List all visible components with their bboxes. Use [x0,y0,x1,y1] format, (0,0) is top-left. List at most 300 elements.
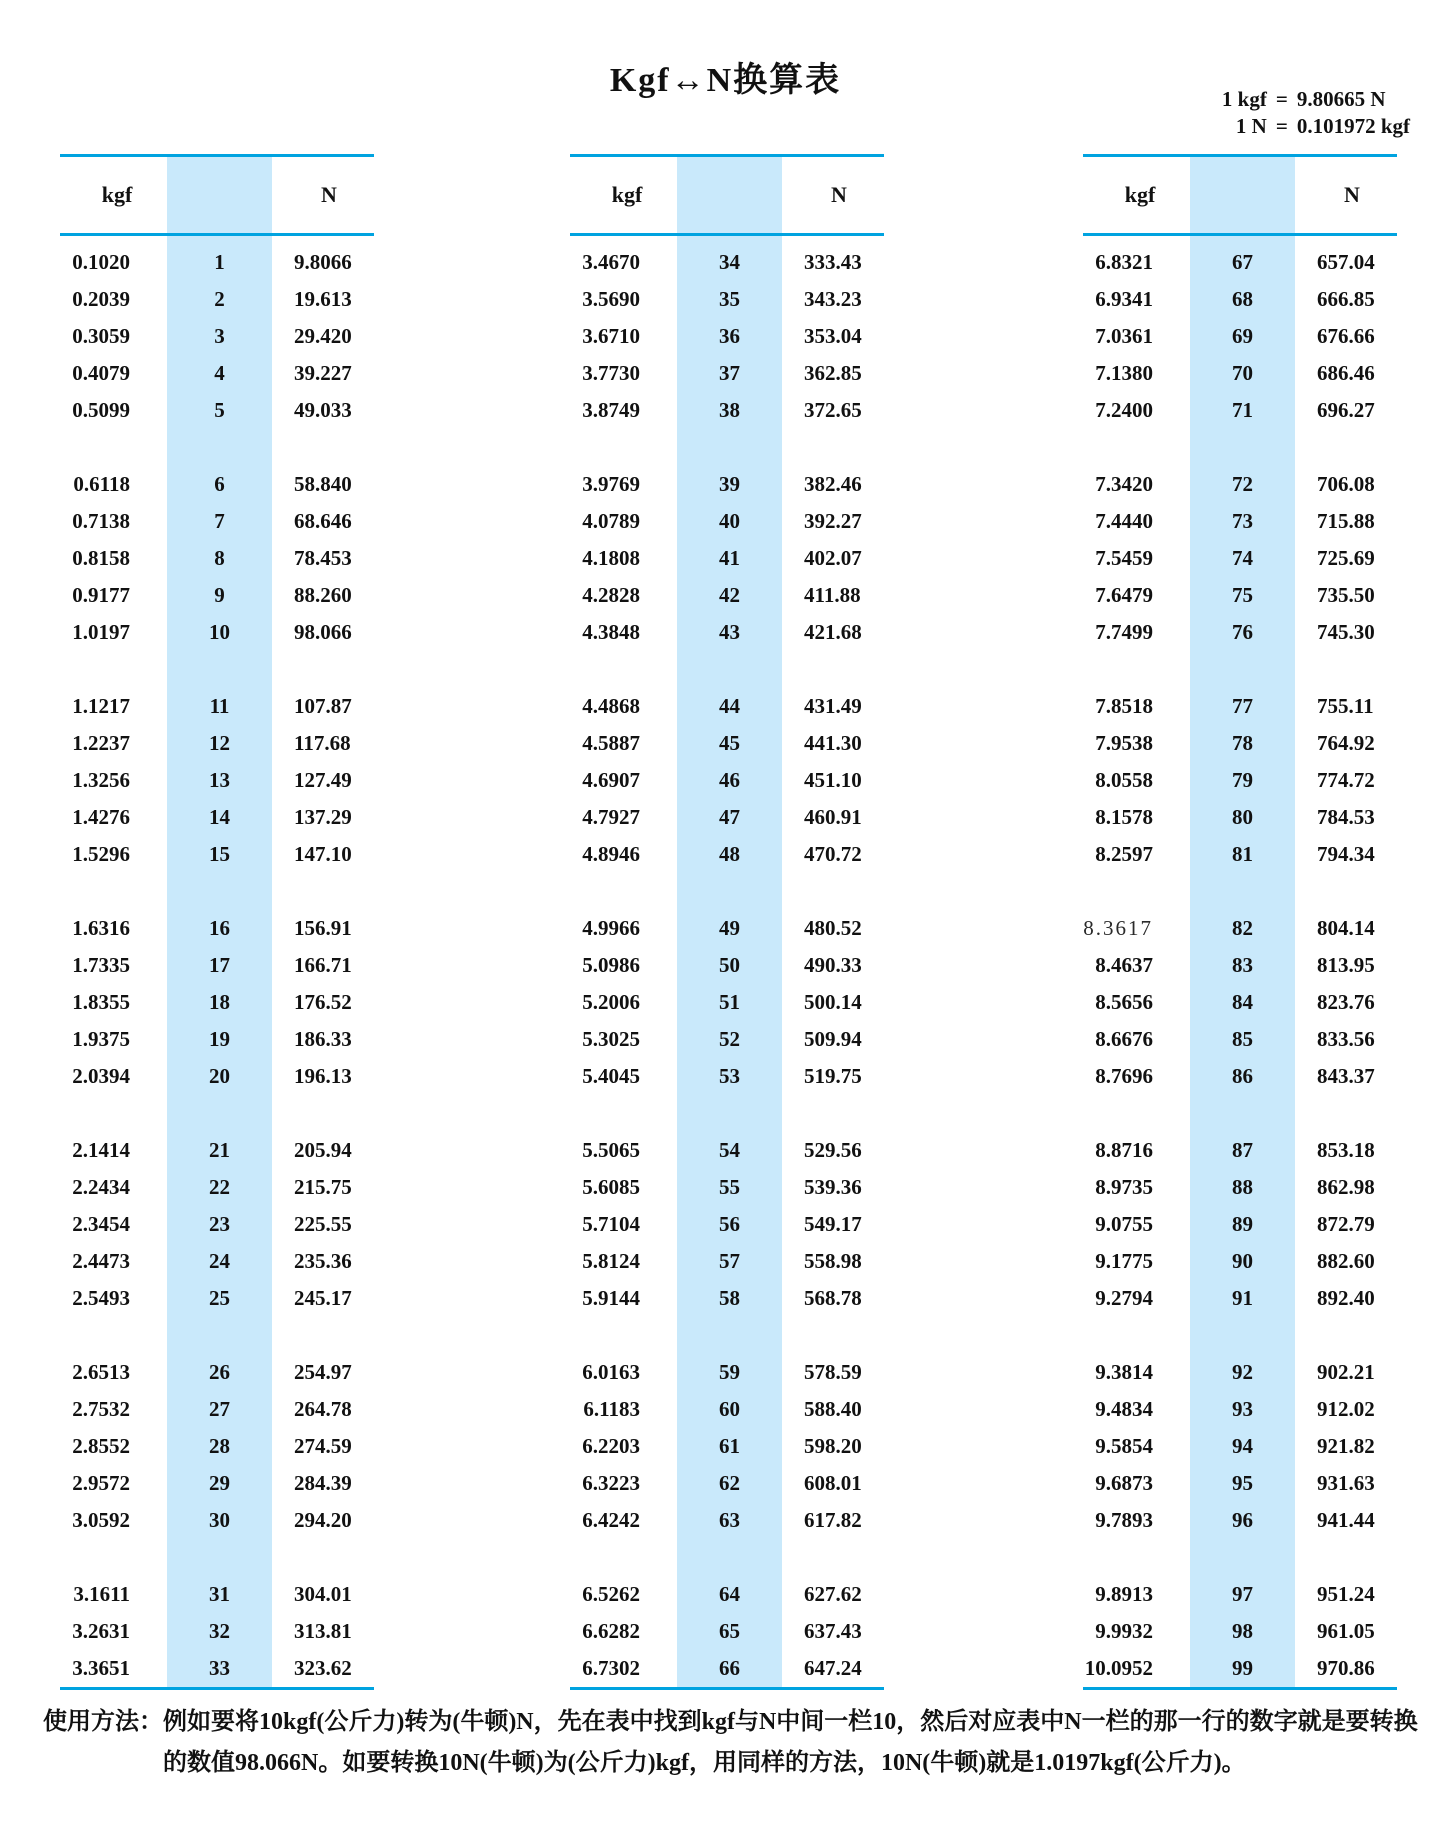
column-header-n: N [321,182,337,207]
table-row [570,984,884,1021]
newton-value: 117.68 [294,731,351,755]
column-header-n: N [831,182,847,207]
newton-value: 264.78 [294,1397,352,1421]
newton-value: 304.01 [294,1582,352,1606]
table-row [1083,1502,1397,1539]
multiplier-value: 50 [719,953,740,977]
kgf-value: 3.8749 [582,398,640,422]
kgf-value: 7.0361 [1095,324,1153,348]
factor-rhs: 0.101972 kgf [1296,114,1410,138]
newton-value: 941.44 [1317,1508,1375,1532]
multiplier-value: 5 [214,398,225,422]
newton-value: 627.62 [804,1582,862,1606]
multiplier-value: 62 [719,1471,740,1495]
table-row [1083,466,1397,503]
kgf-value: 2.0394 [72,1064,130,1088]
multiplier-value: 90 [1232,1249,1253,1273]
usage-line-1 [43,1702,1418,1743]
kgf-value: 3.6710 [582,324,640,348]
multiplier-value: 86 [1232,1064,1253,1088]
multiplier-value: 14 [209,805,230,829]
newton-value: 676.66 [1317,324,1375,348]
table-row [60,392,374,429]
group-gap [60,1539,374,1576]
multiplier-value: 3 [214,324,225,348]
kgf-value: 2.3454 [72,1212,130,1236]
table-row [60,1576,374,1613]
kgf-value: 0.6118 [73,472,130,496]
multiplier-value: 24 [209,1249,230,1273]
newton-value: 98.066 [294,620,352,644]
multiplier-value: 81 [1232,842,1253,866]
newton-value: 313.81 [294,1619,352,1643]
table-row [60,836,374,873]
newton-value: 39.227 [294,361,352,385]
table-row [570,1465,884,1502]
table-row [60,1391,374,1428]
table-row [570,1576,884,1613]
table-row [60,503,374,540]
kgf-value: 1.4276 [72,805,130,829]
group-gap [60,873,374,910]
newton-value: 725.69 [1317,546,1375,570]
kgf-value: 1.5296 [72,842,130,866]
kgf-value: 4.6907 [582,768,640,792]
kgf-value: 8.1578 [1095,805,1153,829]
kgf-value: 7.6479 [1095,583,1153,607]
multiplier-value: 76 [1232,620,1253,644]
multiplier-value: 88 [1232,1175,1253,1199]
newton-value: 382.46 [804,472,862,496]
table-row [1083,1613,1397,1650]
newton-value: 617.82 [804,1508,862,1532]
multiplier-value: 31 [209,1582,230,1606]
kgf-value: 8.8716 [1095,1138,1153,1162]
newton-value: 88.260 [294,583,352,607]
multiplier-value: 66 [719,1656,740,1680]
kgf-value: 9.0755 [1095,1212,1153,1236]
kgf-value: 2.6513 [72,1360,130,1384]
newton-value: 284.39 [294,1471,352,1495]
table-row [570,503,884,540]
multiplier-value: 16 [209,916,230,940]
multiplier-value: 92 [1232,1360,1253,1384]
kgf-value: 1.1217 [72,694,130,718]
table-header [570,157,884,233]
kgf-value: 7.3420 [1095,472,1153,496]
newton-value: 49.033 [294,398,352,422]
newton-value: 686.46 [1317,361,1375,385]
table-row [60,1650,374,1687]
newton-value: 294.20 [294,1508,352,1532]
table-row [570,318,884,355]
newton-value: 323.62 [294,1656,352,1680]
table-row [1083,318,1397,355]
group-gap [60,1095,374,1132]
kgf-value: 7.7499 [1095,620,1153,644]
table-row [570,836,884,873]
table-row [570,577,884,614]
multiplier-value: 52 [719,1027,740,1051]
kgf-value: 1.7335 [72,953,130,977]
multiplier-value: 19 [209,1027,230,1051]
multiplier-value: 95 [1232,1471,1253,1495]
table-row [1083,1354,1397,1391]
group-gap [1083,651,1397,688]
kgf-value: 6.3223 [582,1471,640,1495]
multiplier-value: 40 [719,509,740,533]
kgf-value: 9.1775 [1095,1249,1153,1273]
conversion-factors [1222,86,1410,140]
table-row [570,725,884,762]
kgf-value: 8.9735 [1095,1175,1153,1199]
multiplier-value: 79 [1232,768,1253,792]
multiplier-value: 84 [1232,990,1253,1014]
table-row [60,1169,374,1206]
kgf-value: 7.5459 [1095,546,1153,570]
newton-value: 205.94 [294,1138,352,1162]
newton-value: 333.43 [804,250,862,274]
multiplier-value: 71 [1232,398,1253,422]
newton-value: 598.20 [804,1434,862,1458]
multiplier-value: 35 [719,287,740,311]
newton-value: 755.11 [1317,694,1374,718]
newton-value: 912.02 [1317,1397,1375,1421]
table-row [570,1650,884,1687]
newton-value: 706.08 [1317,472,1375,496]
kgf-value: 6.0163 [582,1360,640,1384]
kgf-value: 6.1183 [583,1397,640,1421]
newton-value: 245.17 [294,1286,352,1310]
multiplier-value: 22 [209,1175,230,1199]
table-row [60,540,374,577]
multiplier-value: 15 [209,842,230,866]
group-gap [570,1317,884,1354]
multiplier-value: 27 [209,1397,230,1421]
kgf-value: 0.7138 [72,509,130,533]
kgf-value: 2.1414 [72,1138,130,1162]
kgf-value: 2.8552 [72,1434,130,1458]
table-row [1083,1206,1397,1243]
kgf-value: 0.3059 [72,324,130,348]
multiplier-value: 55 [719,1175,740,1199]
newton-value: 578.59 [804,1360,862,1384]
kgf-value: 0.8158 [72,546,130,570]
usage-text-2: 的数值98.066N。如要转换10N(牛顿)为(公斤力)kgf，用同样的方法，10N(牛顿)就是1.0197kgf(公斤力)。 [163,1750,1246,1776]
multiplier-value: 47 [719,805,740,829]
multiplier-value: 82 [1232,916,1253,940]
table-row [60,947,374,984]
multiplier-value: 89 [1232,1212,1253,1236]
group-gap [60,651,374,688]
kgf-value: 6.7302 [582,1656,640,1680]
table-row [1083,1058,1397,1095]
table-row [1083,799,1397,836]
multiplier-value: 74 [1232,546,1253,570]
kgf-value: 3.3651 [72,1656,130,1680]
table-row [1083,1576,1397,1613]
table-row [60,355,374,392]
newton-value: 343.23 [804,287,862,311]
kgf-value: 9.6873 [1095,1471,1153,1495]
kgf-value: 6.2203 [582,1434,640,1458]
newton-value: 794.34 [1317,842,1375,866]
kgf-value: 7.1380 [1095,361,1153,385]
conversion-table-3 [1083,154,1397,1690]
newton-value: 539.36 [804,1175,862,1199]
table-row [60,1243,374,1280]
table-row [60,1206,374,1243]
kgf-value: 0.2039 [72,287,130,311]
table-row [60,762,374,799]
group-gap [570,1539,884,1576]
kgf-value: 8.7696 [1095,1064,1153,1088]
multiplier-value: 2 [214,287,225,311]
kgf-value: 5.3025 [582,1027,640,1051]
newton-value: 921.82 [1317,1434,1375,1458]
newton-value: 235.36 [294,1249,352,1273]
multiplier-value: 73 [1232,509,1253,533]
newton-value: 29.420 [294,324,352,348]
table-body [60,236,374,1687]
kgf-value: 3.9769 [582,472,640,496]
table-row [1083,577,1397,614]
newton-value: 58.840 [294,472,352,496]
kgf-value: 7.8518 [1095,694,1153,718]
kgf-value: 8.0558 [1095,768,1153,792]
table-row [570,910,884,947]
multiplier-value: 7 [214,509,225,533]
multiplier-value: 97 [1232,1582,1253,1606]
newton-value: 735.50 [1317,583,1375,607]
kgf-value: 6.9341 [1095,287,1153,311]
kgf-value: 2.5493 [72,1286,130,1310]
multiplier-value: 30 [209,1508,230,1532]
table-row [1083,910,1397,947]
newton-value: 519.75 [804,1064,862,1088]
multiplier-value: 78 [1232,731,1253,755]
table-row [570,614,884,651]
newton-value: 637.43 [804,1619,862,1643]
table-row [570,466,884,503]
newton-value: 451.10 [804,768,862,792]
column-header-kgf: kgf [101,182,133,207]
table-row [570,1021,884,1058]
equals-sign: = [1275,114,1288,138]
multiplier-value: 91 [1232,1286,1253,1310]
newton-value: 657.04 [1317,250,1375,274]
multiplier-value: 12 [209,731,230,755]
newton-value: 147.10 [294,842,352,866]
table-row [1083,281,1397,318]
group-gap [1083,1539,1397,1576]
newton-value: 9.8066 [294,250,352,274]
multiplier-value: 6 [214,472,225,496]
table-row [1083,503,1397,540]
kgf-value: 4.4868 [582,694,640,718]
table-row [1083,1465,1397,1502]
table-row [1083,1243,1397,1280]
column-header-kgf: kgf [611,182,643,207]
table-row [1083,1280,1397,1317]
newton-value: 421.68 [804,620,862,644]
kgf-value: 7.2400 [1095,398,1153,422]
table-row [570,244,884,281]
table-row [60,799,374,836]
kgf-value: 4.8946 [582,842,640,866]
table-header [1083,157,1397,233]
multiplier-value: 18 [209,990,230,1014]
table-row [570,392,884,429]
usage-text-1: 例如要将10kgf(公斤力)转为(牛顿)N，先在表中找到kgf与N中间一栏10，然后对应表中N一栏的那一行的数字就是要转换 [163,1709,1418,1735]
newton-value: 225.55 [294,1212,352,1236]
newton-value: 196.13 [294,1064,352,1088]
table-row [60,1613,374,1650]
multiplier-value: 36 [719,324,740,348]
multiplier-value: 85 [1232,1027,1253,1051]
newton-value: 862.98 [1317,1175,1375,1199]
kgf-value: 9.9932 [1095,1619,1153,1643]
newton-value: 872.79 [1317,1212,1375,1236]
table-row [1083,1428,1397,1465]
multiplier-value: 43 [719,620,740,644]
kgf-value: 9.4834 [1095,1397,1153,1421]
multiplier-value: 96 [1232,1508,1253,1532]
multiplier-value: 34 [719,250,740,274]
multiplier-value: 56 [719,1212,740,1236]
kgf-value: 4.0789 [582,509,640,533]
newton-value: 411.88 [804,583,861,607]
column-header-n: N [1344,182,1360,207]
kgf-value: 8.6676 [1095,1027,1153,1051]
table-row [1083,1650,1397,1687]
table-row [570,1391,884,1428]
factor-lhs: 1 kgf [1221,87,1267,111]
newton-value: 500.14 [804,990,862,1014]
table-row [570,1169,884,1206]
table-row [1083,1132,1397,1169]
newton-value: 558.98 [804,1249,862,1273]
usage-instructions [43,1702,1418,1784]
multiplier-value: 70 [1232,361,1253,385]
group-gap [570,873,884,910]
newton-value: 715.88 [1317,509,1375,533]
multiplier-value: 63 [719,1508,740,1532]
table-row [1083,614,1397,651]
kgf-value: 4.3848 [582,620,640,644]
kgf-value: 6.5262 [582,1582,640,1606]
newton-value: 647.24 [804,1656,862,1680]
usage-label: 使用方法： [43,1709,163,1735]
factor-rhs: 9.80665 N [1296,87,1386,111]
multiplier-value: 77 [1232,694,1253,718]
kgf-value: 8.5656 [1095,990,1153,1014]
table-row [570,355,884,392]
kgf-value: 10.0952 [1084,1656,1153,1680]
table-row [570,1428,884,1465]
multiplier-value: 54 [719,1138,740,1162]
multiplier-value: 10 [209,620,230,644]
table-row [60,1502,374,1539]
multiplier-value: 42 [719,583,740,607]
kgf-value: 8.4637 [1095,953,1153,977]
table-row [1083,1169,1397,1206]
group-gap [1083,1095,1397,1132]
newton-value: 176.52 [294,990,352,1014]
kgf-value: 0.1020 [72,250,130,274]
table-body [1083,236,1397,1687]
kgf-value: 9.5854 [1095,1434,1153,1458]
newton-value: 166.71 [294,953,352,977]
kgf-value: 1.6316 [72,916,130,940]
table-row [570,1206,884,1243]
group-gap [570,429,884,466]
table-row [1083,984,1397,1021]
newton-value: 696.27 [1317,398,1375,422]
kgf-value: 5.7104 [582,1212,640,1236]
multiplier-value: 61 [719,1434,740,1458]
newton-value: 764.92 [1317,731,1375,755]
newton-value: 107.87 [294,694,352,718]
multiplier-value: 33 [209,1656,230,1680]
table-bottom-rule [1083,1687,1397,1690]
kgf-value: 1.3256 [72,768,130,792]
table-row [60,466,374,503]
multiplier-value: 51 [719,990,740,1014]
multiplier-value: 37 [719,361,740,385]
newton-value: 156.91 [294,916,352,940]
newton-value: 509.94 [804,1027,862,1051]
newton-value: 353.04 [804,324,862,348]
newton-value: 774.72 [1317,768,1375,792]
multiplier-value: 75 [1232,583,1253,607]
table-row [60,1021,374,1058]
newton-value: 529.56 [804,1138,862,1162]
multiplier-value: 32 [209,1619,230,1643]
table-row [1083,725,1397,762]
group-gap [570,1095,884,1132]
multiplier-value: 20 [209,1064,230,1088]
kgf-value: 2.2434 [72,1175,130,1199]
table-row [1083,540,1397,577]
multiplier-value: 44 [719,694,740,718]
newton-value: 490.33 [804,953,862,977]
multiplier-value: 57 [719,1249,740,1273]
newton-value: 882.60 [1317,1249,1375,1273]
kgf-value: 4.1808 [582,546,640,570]
newton-value: 68.646 [294,509,352,533]
newton-value: 441.30 [804,731,862,755]
table-row [570,1280,884,1317]
kgf-value: 5.9144 [582,1286,640,1310]
newton-value: 745.30 [1317,620,1375,644]
multiplier-value: 41 [719,546,740,570]
multiplier-value: 98 [1232,1619,1253,1643]
kgf-value: 3.4670 [582,250,640,274]
multiplier-value: 1 [214,250,225,274]
table-row [60,318,374,355]
multiplier-value: 25 [209,1286,230,1310]
multiplier-value: 72 [1232,472,1253,496]
conversion-table-1 [60,154,374,1690]
table-row [570,762,884,799]
table-row [1083,1021,1397,1058]
newton-value: 215.75 [294,1175,352,1199]
newton-value: 460.91 [804,805,862,829]
table-row [1083,836,1397,873]
kgf-value: 0.5099 [72,398,130,422]
newton-value: 19.613 [294,287,352,311]
